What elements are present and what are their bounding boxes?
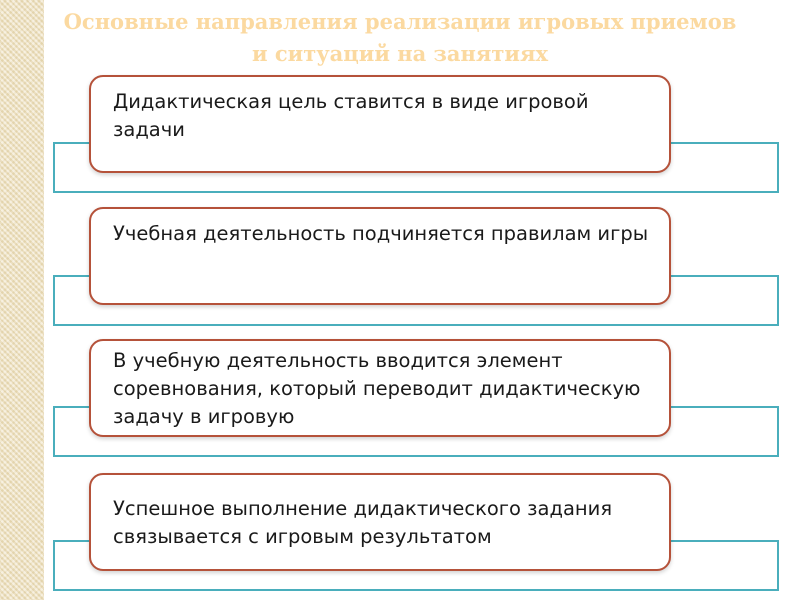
slide-title-line-1: Основные направления реализации игровых приемов — [63, 9, 737, 34]
list-item-4-text: Успешное выполнение дидактического задания связывается с игровым результатом — [113, 497, 613, 548]
list-item-2-text: Учебная деятельность подчиняется правилам игры — [113, 222, 649, 245]
list-item-4-card — [89, 473, 671, 571]
list-item-1-text: Дидактическая цель ставится в виде игровой задачи — [113, 90, 589, 141]
list-item-2-card — [89, 207, 671, 305]
list-item-1-card — [89, 75, 671, 173]
slide-title-line-2: и ситуаций на занятиях — [251, 41, 549, 66]
side-texture-strip — [0, 0, 44, 600]
list-item-3-card — [89, 339, 671, 437]
slide-title — [0, 6, 800, 70]
list-item-3-text: В учебную деятельность вводится элемент соревнования, который переводит дидактическую задачу в игровую — [113, 349, 641, 428]
